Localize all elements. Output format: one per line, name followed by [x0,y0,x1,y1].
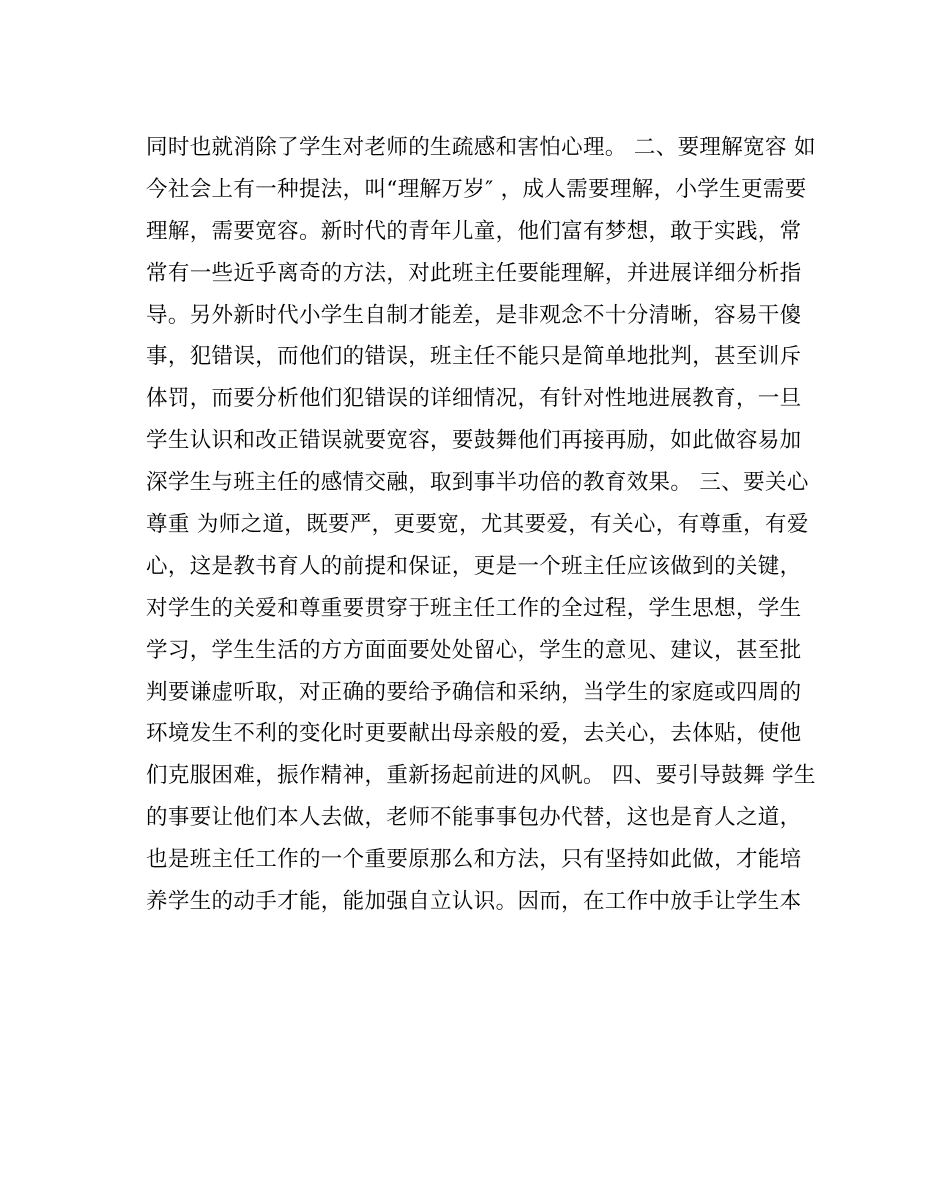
text-line: 环境发生不利的变化时更要献出母亲般的爱，去关心，去体贴，使他 [146,721,802,747]
text-line: 学习，学生生活的方方面面要处处留心，学生的意见、建议，甚至批 [146,637,802,663]
text-line: 养学生的动手才能，能加强自立认识。因而，在工作中放手让学生本 [146,889,802,915]
text-line: 心，这是教书育人的前提和保证，更是一个班主任应该做到的关键， [146,553,802,579]
text-line: 也是班主任工作的一个重要原那么和方法，只有坚持如此做，才能培 [146,847,802,873]
text-line: 常有一些近乎离奇的方法，对此班主任要能理解，并进展详细分析指 [146,260,802,286]
text-line: 导。另外新时代小学生自制才能差，是非观念不十分清晰，容易干傻 [146,302,802,328]
text-line: 学生认识和改正错误就要宽容，要鼓舞他们再接再励，如此做容易加 [146,428,802,454]
text-line: 们克服困难，振作精神，重新扬起前进的风帆。 四、要引导鼓舞 学生 [146,763,816,789]
text-line: 对学生的关爱和尊重要贯穿于班主任工作的全过程，学生思想，学生 [146,595,802,621]
text-line: 的事要让他们本人去做，老师不能事事包办代替，这也是育人之道， [146,805,802,831]
text-line: 理解，需要宽容。新时代的青年儿童，他们富有梦想，敢于实践，常 [146,218,802,244]
text-line: 体罚，而要分析他们犯错误的详细情况，有针对性地进展教育，一旦 [146,386,802,412]
body-text [146,127,816,923]
text-line: 同时也就消除了学生对老师的生疏感和害怕心理。 二、要理解宽容 如 [146,135,816,160]
text-line: 今社会上有一种提法，叫“理解万岁″ ，成人需要理解，小学生更需要 [146,176,807,202]
text-line: 判要谦虚听取，对正确的要给予确信和采纳，当学生的家庭或四周的 [146,679,802,705]
text-line: 尊重 为师之道，既要严，更要宽，尤其要爱，有关心，有尊重，有爱 [146,512,809,538]
text-line: 事，犯错误，而他们的错误，班主任不能只是简单地批判，甚至训斥 [146,344,802,370]
text-line: 深学生与班主任的感情交融，取到事半功倍的教育效果。 三、要关心 [146,470,809,496]
